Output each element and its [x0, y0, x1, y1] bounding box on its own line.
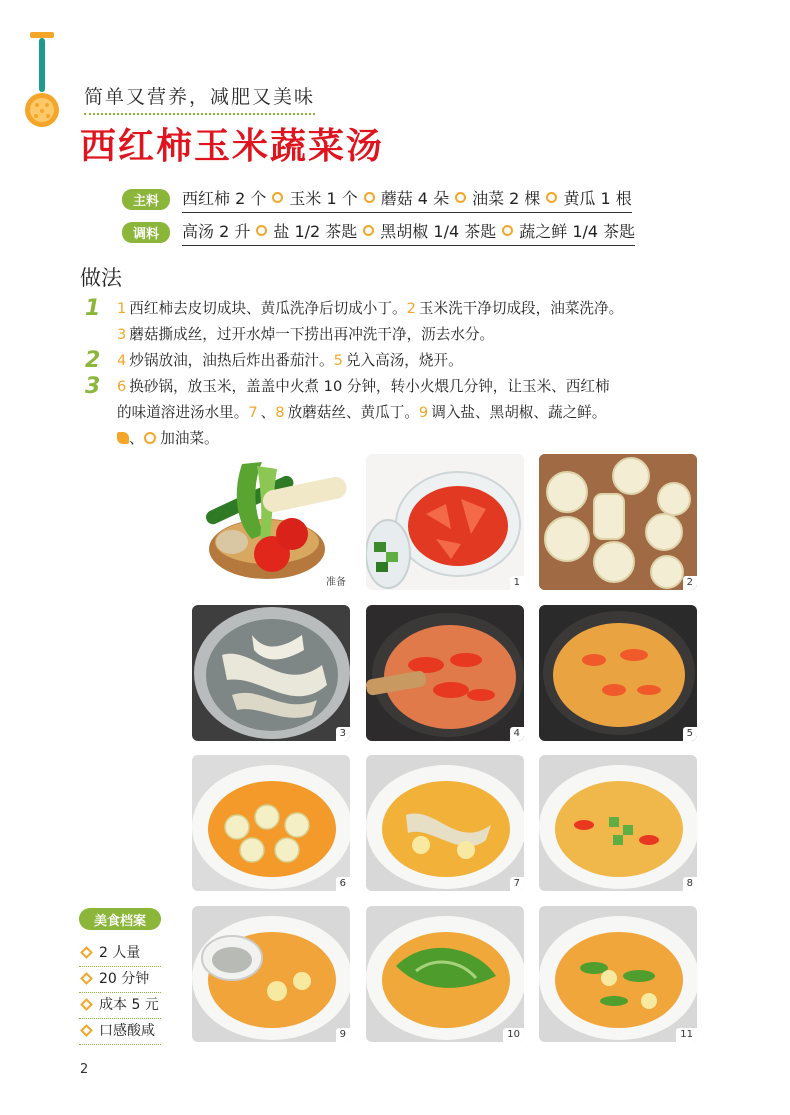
seasoning-item: 高汤 2 升	[182, 221, 251, 241]
step-text: 玉米洗干净切成段，油菜洗净。	[418, 300, 624, 317]
step-number: 9	[418, 404, 429, 421]
photo-label: 7	[510, 877, 524, 891]
step-line	[85, 348, 715, 374]
photo-step-3	[192, 605, 350, 741]
separator-ring-icon	[546, 192, 557, 203]
separator-ring-icon	[502, 225, 513, 236]
step-number: 4	[117, 352, 127, 369]
profile-text: 成本 5 元	[99, 997, 159, 1013]
method-steps	[85, 296, 715, 452]
photo-label: 2	[683, 576, 697, 590]
seasoning-item: 盐 1/2 茶匙	[273, 221, 358, 241]
step-text: 的味道溶进汤水里。	[117, 404, 249, 421]
separator-ring-icon	[272, 192, 283, 203]
recipe-subtitle: 简单又营养，减肥又美味	[84, 82, 315, 115]
seasoning-list	[182, 219, 635, 246]
diamond-icon	[80, 1024, 93, 1037]
profile-item	[79, 1020, 161, 1045]
photo-step-11	[539, 906, 697, 1042]
profile-text: 口感酸咸	[99, 1023, 155, 1039]
photo-step-6	[192, 755, 350, 891]
separator-ring-icon	[455, 192, 466, 203]
step-line	[85, 296, 715, 322]
food-profile-tag: 美食档案	[79, 908, 161, 930]
seasoning-tag: 调料	[122, 222, 170, 243]
ingredient-item: 玉米 1 个	[289, 188, 358, 208]
photo-step-10	[366, 906, 524, 1042]
seasoning-item: 蔬之鲜 1/4 茶匙	[519, 221, 636, 241]
ingredient-item: 黄瓜 1 根	[563, 188, 632, 208]
profile-item	[79, 994, 161, 1019]
step-number: 3	[117, 326, 127, 343]
step-group-number: 3	[85, 374, 101, 399]
photo-label: 5	[683, 727, 697, 741]
photo-step-7	[366, 755, 524, 891]
step-number: 7	[248, 404, 258, 421]
diamond-icon	[80, 946, 93, 959]
recipe-title: 西红柿玉米蔬菜汤	[80, 126, 385, 167]
photo-prep	[192, 454, 350, 590]
profile-text: 2 人量	[99, 945, 141, 961]
main-ingredients-tag: 主料	[122, 189, 170, 210]
photo-label: 准备	[322, 576, 350, 590]
page-number: 2	[80, 1062, 89, 1077]
spoon-icon	[22, 30, 62, 132]
separator-ring-icon	[363, 225, 374, 236]
step-line	[85, 400, 715, 426]
step-line	[85, 426, 715, 452]
photo-label: 1	[510, 576, 524, 590]
photo-step-9	[192, 906, 350, 1042]
diamond-icon	[80, 998, 93, 1011]
step-number: 1	[117, 300, 127, 317]
method-heading: 做法	[80, 266, 122, 290]
seasoning-row	[122, 219, 635, 245]
step-11-icon	[144, 432, 156, 444]
main-ingredients-list	[182, 186, 632, 213]
step-10-icon	[117, 432, 129, 444]
profile-text: 20 分钟	[99, 971, 150, 987]
photo-label: 10	[503, 1028, 524, 1042]
separator-ring-icon	[256, 225, 267, 236]
step-text: 兑入高汤，烧开。	[345, 352, 463, 369]
photo-step-4	[366, 605, 524, 741]
ingredient-item: 西红柿 2 个	[182, 188, 267, 208]
step-number: 6	[117, 378, 127, 395]
photo-step-5	[539, 605, 697, 741]
photo-step-1	[366, 454, 524, 590]
photo-label: 4	[510, 727, 524, 741]
step-separator: 、	[129, 430, 144, 447]
step-group-number: 1	[85, 296, 101, 321]
step-text: 换砂锅，放玉米，盖盖中火煮 10 分钟，转小火煨几分钟，让玉米、西红柿	[129, 378, 610, 395]
main-ingredients-row	[122, 186, 632, 212]
step-separator: 、	[260, 404, 276, 421]
seasoning-item: 黑胡椒 1/4 茶匙	[380, 221, 497, 241]
ingredient-item: 油菜 2 棵	[472, 188, 541, 208]
photo-label: 8	[683, 877, 697, 891]
step-line	[85, 322, 715, 348]
photo-step-2	[539, 454, 697, 590]
step-text: 炒锅放油，油热后炸出番茄汁。	[129, 352, 334, 369]
step-group-number: 2	[85, 348, 101, 373]
photo-label: 6	[336, 877, 350, 891]
step-number: 2	[406, 300, 416, 317]
photo-step-8	[539, 755, 697, 891]
photo-label: 3	[336, 727, 350, 741]
step-text: 调入盐、黑胡椒、蔬之鲜。	[431, 404, 607, 421]
diamond-icon	[80, 972, 93, 985]
step-line	[85, 374, 715, 400]
separator-ring-icon	[364, 192, 375, 203]
step-number: 5	[333, 352, 343, 369]
profile-item	[79, 968, 161, 993]
ingredient-item: 蘑菇 4 朵	[380, 188, 450, 208]
step-text: 西红柿去皮切成块、黄瓜洗净后切成小丁。	[129, 300, 407, 317]
step-text: 蘑菇撕成丝，过开水焯一下捞出再冲洗干净，沥去水分。	[129, 326, 495, 343]
step-text: 加油菜。	[160, 430, 219, 447]
step-number: 8	[275, 404, 285, 421]
profile-item	[79, 942, 161, 967]
photo-label: 11	[676, 1028, 697, 1042]
step-text: 放蘑菇丝、黄瓜丁。	[287, 404, 419, 421]
photo-label: 9	[336, 1028, 350, 1042]
